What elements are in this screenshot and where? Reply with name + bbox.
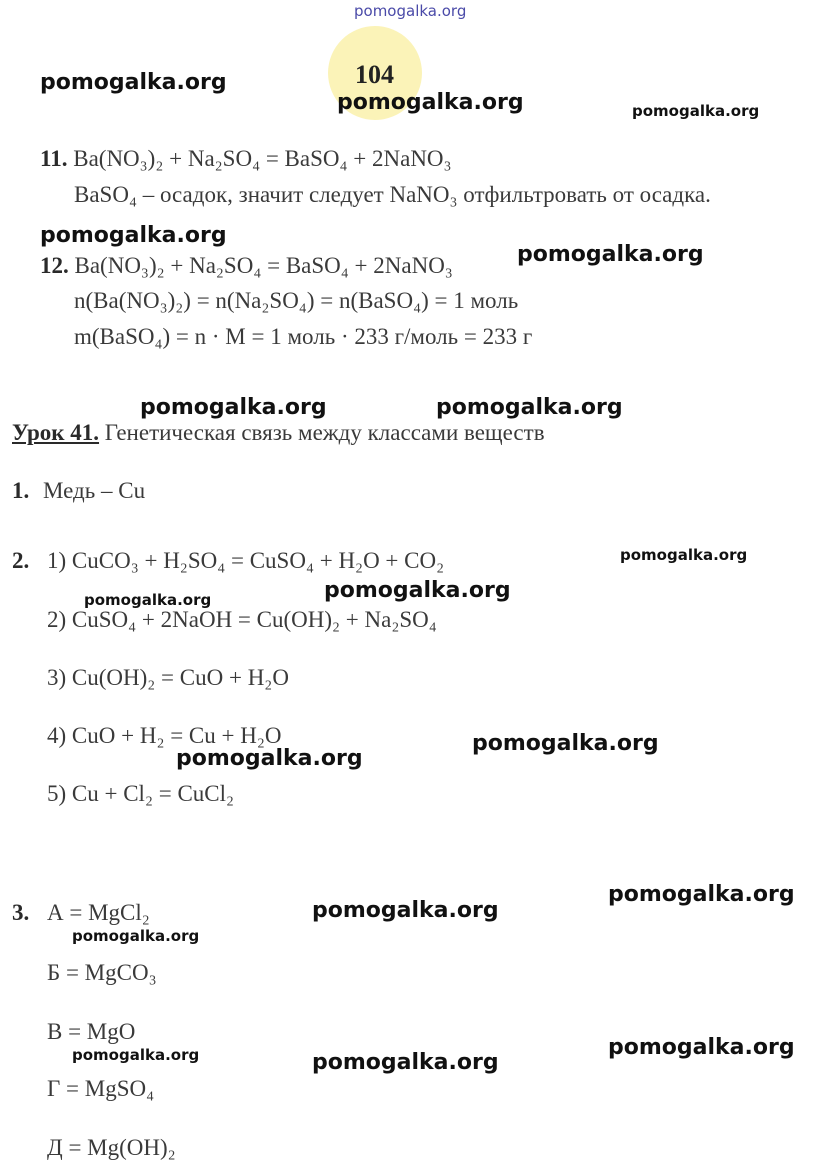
task-12-equation <box>40 253 453 279</box>
watermark: pomogalka.org <box>40 70 227 95</box>
answer-item: Г = MgSO₄ <box>47 1076 155 1101</box>
reaction-step: 2) CuSO₄ + 2NaOH = Cu(OH)₂ + Na₂SO₄ <box>47 607 437 632</box>
page-number: 104 <box>355 60 394 89</box>
watermark: pomogalka.org <box>337 90 524 115</box>
lesson-title: Урок 41. <box>12 420 100 445</box>
watermark: pomogalka.org <box>472 731 659 756</box>
watermark: pomogalka.org <box>72 927 200 945</box>
watermark: pomogalka.org <box>312 1050 499 1075</box>
task-number: 12. <box>40 253 69 278</box>
watermark: pomogalka.org <box>632 102 760 120</box>
reaction-step: 1) CuCO₃ + H₂SO₄ = CuSO₄ + H₂O + CO₂ <box>47 548 445 573</box>
answer-item: А = MgCl₂ <box>47 900 150 925</box>
reaction-step: 5) Cu + Cl₂ = CuCl₂ <box>47 781 235 806</box>
watermark: pomogalka.org <box>608 1035 795 1060</box>
watermark: pomogalka.org <box>608 882 795 907</box>
task-12-mass: m(BaSO₄) = n · M = 1 моль · 233 г/моль = 233 г <box>74 324 533 349</box>
task-11-note: BaSO₄ – осадок, значит следует NaNO₃ отфильтровать от осадка. <box>74 182 711 207</box>
lesson-subtitle: Генетическая связь между классами веществ <box>104 420 545 445</box>
question-number: 1. <box>12 478 30 503</box>
watermark: pomogalka.org <box>517 242 704 267</box>
task-number: 11. <box>40 146 68 171</box>
task-11-equation <box>40 146 452 172</box>
watermark: pomogalka.org <box>84 591 212 609</box>
lesson-heading <box>12 420 545 446</box>
answer-text: Медь – Cu <box>43 478 146 503</box>
watermark: pomogalka.org <box>72 1046 200 1064</box>
watermark: pomogalka.org <box>620 546 748 564</box>
question-3-number: 3. <box>12 900 30 925</box>
equation-text: Ba(NO₃)₂ + Na₂SO₄ = BaSO₄ + 2NaNO₃ <box>73 146 452 171</box>
answer-item: Б = MgCO₃ <box>47 960 157 985</box>
top-watermark-link[interactable]: pomogalka.org <box>354 2 467 20</box>
reaction-step: 3) Cu(OH)₂ = CuO + H₂O <box>47 665 289 690</box>
equation-text: Ba(NO₃)₂ + Na₂SO₄ = BaSO₄ + 2NaNO₃ <box>74 253 453 278</box>
reaction-step: 4) CuO + H₂ = Cu + H₂O <box>47 723 282 748</box>
watermark: pomogalka.org <box>312 898 499 923</box>
watermark: pomogalka.org <box>324 578 511 603</box>
answer-item: Д = Mg(OH)₂ <box>47 1135 176 1160</box>
answer-item: В = MgO <box>47 1019 136 1044</box>
watermark: pomogalka.org <box>140 395 327 420</box>
watermark: pomogalka.org <box>436 395 623 420</box>
task-12-moles: n(Ba(NO₃)₂) = n(Na₂SO₄) = n(BaSO₄) = 1 моль <box>74 288 519 313</box>
question-2-number: 2. <box>12 548 30 573</box>
question-1 <box>12 478 145 504</box>
watermark: pomogalka.org <box>176 746 363 771</box>
watermark: pomogalka.org <box>40 223 227 248</box>
